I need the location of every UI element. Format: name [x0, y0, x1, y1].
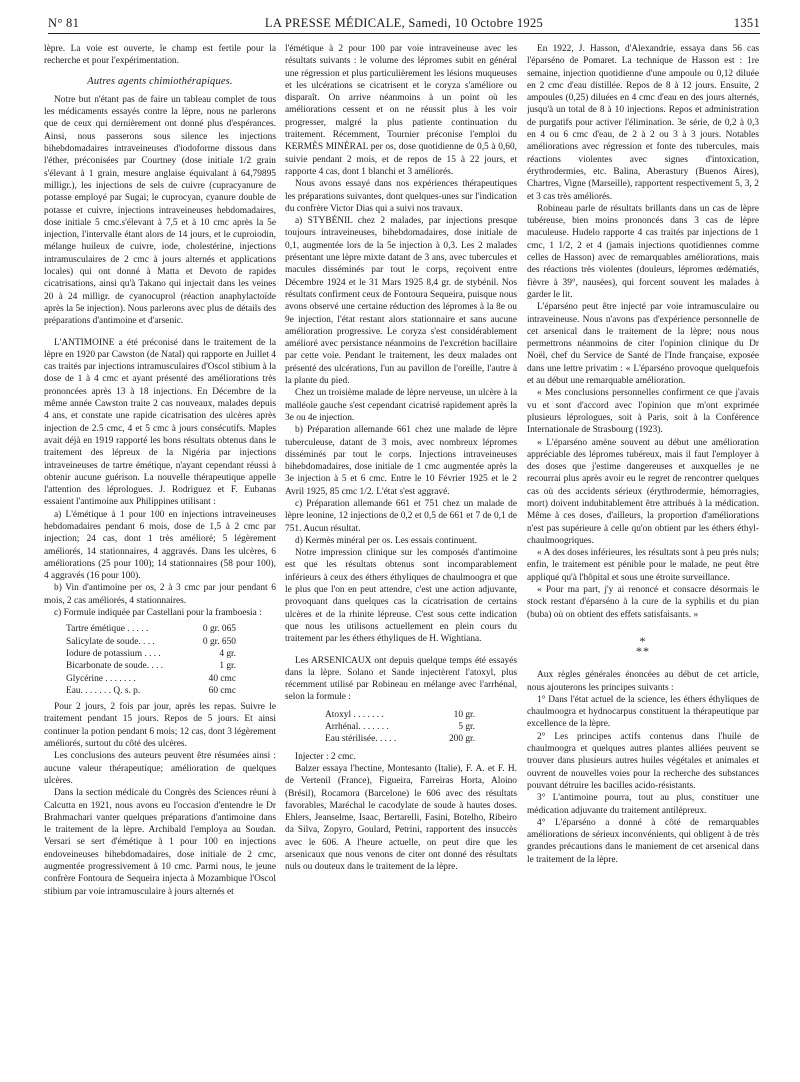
column-1 — [44, 43, 276, 1073]
paragraph: Chez un troisième malade de lèpre nerveuse, un ulcère à la malléole gauche s'est cependant cicatrisé rapidement après la 3e ou 4e injection. — [285, 388, 517, 423]
paragraph: Les ARSENICAUX ont depuis quelque temps été essayés dans la lèpre. Solano et Sande injectèrent l'atoxyl, plus récemment utilisé par Robineau en mélange avec l'arrhénal, selon la formule : — [285, 655, 517, 703]
recipe-row: Glycérine . . . . . . . 40 cmc — [66, 673, 236, 684]
recipe-row: Eau. . . . . . . Q. s. p. 60 cmc — [66, 685, 236, 696]
paragraph: Dans la section médicale du Congrès des Sciences réuni à Calcutta en 1921, nous avons eu l'occasion d'entendre le Dr Brahmachari vanter quelques préparations d'antimoine dans le traitement de la lèpre. Archibald l'employa au Soudan. Versari se sert d'émétique à 1 pour 100 en injections endoveineuses bihebdomadaires, dose initiale de 2 cmc, augmentée progressivement à 10 cmc. Parmi nous, le jeune confrère Fontoura de Sequeira injecta à Mozambique l'Oscol stibium par voie intramusculaire à jours alternés et — [44, 788, 276, 897]
paragraph: Injecter : 2 cmc. — [295, 751, 356, 762]
asterism-divider: * ** — [636, 633, 650, 658]
list-item: 3° L'antimoine pourra, tout au plus, constituer une médication adjuvante du traitement antilépreux. — [527, 793, 759, 816]
paragraph: d) Kermès minéral per os. Les essais continuent. — [295, 535, 477, 546]
formula-row: Atoxyl . . . . . . . 10 gr. — [325, 709, 475, 720]
quote-paragraph: « A des doses inférieures, les résultats sont à peu près nuls; enfin, le traitement est pénible pour le malade, ne peut être appliqué qu'à l'hôpital et sous une étroite surveillance. — [527, 548, 759, 583]
quote-paragraph: « Mes conclusions personnelles confirment ce que j'avais vu et sont d'accord avec l'opinion que m'ont exprimée plusieurs léprologues, soit à Paris, soit à la Conférence Internationale de Strasbourg (1923). — [527, 388, 759, 436]
quote-paragraph: « L'éparséno amène souvent au début une amélioration appréciable des lépromes tubéreux, mais il faut l'employer à des doses que j'estime dangereuses et auxquelles je ne recourrai plus après avoir eu le regret de rencontrer quelques cas où des accidents sérieux (érythrodermie, hémorragies, mort) doivent indubitablement être attribués à la médication. Même à ces doses, d'ailleurs, la proportion d'améliorations n'est pas supérieure à celle qu'on obtient par les éthers éthyl-chaulmoogriques. — [527, 437, 759, 546]
paragraph: Notre impression clinique sur les composés d'antimoine est que les résultats obtenus sont incomparablement inférieurs à ceux des éthers éthyliques de chaulmoogra et que le plus que l'on en peut attendre, c'est une action adjuvante, provoquant dans quelques cas la cicatrisation de certains ulcères et de la rhinite lépreuse. C'est sous cette indication que nous les utilisons actuellement en plein cours du traitement par les éthers éthyliques de H. Wightiana. — [285, 548, 517, 645]
list-item: 1° Dans l'état actuel de la science, les éthers éthyliques de chaulmoogra et hydnocarpus constituent la thérapeutique par excellence de la lèpre. — [527, 694, 759, 730]
paragraph: a) L'émétique à 1 pour 100 en injections intraveineuses hebdomadaires pendant 6 mois, dose de 1,5 à 2 cmc par injection; 24 cas, dont 1 très amélioré; 5 légèrement améliorés, 14 stationnaires, 4 aggravés. Dans les ulcères, 6 améliorations (25 pour 100); 14 stationnaires (58 pour 100), 4 aggravés (16 pour 100). — [44, 509, 276, 582]
recipe-table — [66, 623, 276, 697]
paragraph: l'émétique à 2 pour 100 par voie intraveineuse avec les résultats suivants : le volume des lépromes subit en général une régression et plus particulièrement les lésions muqueuses et les ulcérations se cicatrisent et le coryza s'améliore ou disparaît. On arrive néanmoins à un point où les améliorations cessent et on ne réussit plus à les voir progresser, malgré la plus patiente continuation du traitement. Récemment, Tournier préconise l'emploi du KERMÈS MINÉRAL per os, dose quotidienne de 0,5 à 0,60, suivie pendant 2 mois, et de repos de 15 à 22 jours, et rapporte 4 cas, dont 1 blanchi et 3 améliorés. — [285, 44, 517, 177]
recipe-row: Tartre émétique . . . . . 0 gr. 065 — [66, 624, 236, 635]
list-item: 2° Les principes actifs contenus dans l'huile de chaulmoogra et quelques autres plantes alliées peuvent se trouver dans plusieurs autres huiles végétales et animales et ouvrent de nouvelles voies pour la recherche des substances pouvant détruire les bacilles acido-résistants. — [527, 731, 759, 791]
paragraph: L'éparséno peut être injecté par voie intramusculaire ou intraveineuse. Nous n'avons pas d'expérience personnelle de cet arsenical dans le traitement de la lèpre; nous nous permettrons néanmoins de citer l'opinion clinique du Dr Noël, chef du Service de Santé de l'Inde française, exposée dans une lettre privatim : « L'éparséno provoque quelquefois et au début une remarquable amélioration. — [527, 302, 759, 387]
paragraph: c) Formule indiquée par Castellani pour la framboesia : — [54, 608, 262, 619]
paragraph: Robineau parle de résultats brillants dans un cas de lèpre tubéreuse, bien moins prononcés dans 3 cas de lèpre maculeuse. Hudelo rapporte 4 cas traités par injections de 1 cmc, 1 1/2, 2 et 4 (jamais injections quotidiennes comme celles de Hasson) avec de remarquables améliorations, mais des réactions très violentes (douleurs, lépromes œdématiés, fièvre à 39°, nausées), qui forcent souvent les malades à garder le lit. — [527, 203, 759, 300]
paragraph: Balzer essaya l'hectine, Montesanto (Italie), F. A. et F. H. de Vertenil (France), Figueira, Farreiras Horta, Aloino (Brésil), Rocamora (Barcelone) le 606 avec des résultats favorables, Maréchal le cacodylate de soude à hautes doses. Ehlers, Jeanselme, Isaac, Bertarelli, Fasini, Botelho, Ribeiro da Silva, Zopyro, Goulard, Petrini, rapportent des insuccès avec le 606. A l'heure actuelle, on peut dire que les arsenicaux que nous venons de citer ont donné des résultats nuls ou douteux dans le traitement de la lèpre. — [285, 763, 517, 873]
issue-number: N° 81 — [48, 16, 80, 30]
paragraph: a) STYBÉNIL chez 2 malades, par injections presque toujours intraveineuses, bihebdomadaires, dose initiale de 0,1, augmentée lors de la 5e injection à 0,3. Les 2 malades présentant une lèpre mixte datant de 3 ans, avec tubercules et macules disséminés par tout le corps, reçoivent entre Décembre 1924 et le 31 Mars 1925 8,4 gr. de stybénil. Nos résultats confirment ceux de Fontoura Sequeira, puisque nous avons observé une certaine réduction des lépromes à la 8e ou 9e injection, l'état restant alors stationnaire et sans aucune amélioration progressive. Le coryza s'est considérablement amélioré avec persistance néanmoins de l'excrétion bacillaire par cette voie. Pendant le traitement, les deux malades ont présenté des ulcérations, l'un au pavillon de l'oreille, l'autre à la plante du pied. — [285, 216, 517, 387]
recipe-row: Iodure de potassium . . . . 4 gr. — [66, 648, 236, 659]
column-2 — [285, 43, 517, 1073]
paragraph: b) Préparation allemande 661 chez une malade de lèpre tuberculeuse, datant de 3 mois, avec nombreux lépromes disséminés par tout le corps. Injections intraveineuses bihebdomadaires, dose initiale de 1 cmc augmentée après la 3e injection à 5 et 6 cmc. Entre le 10 Février 1925 et le 2 Avril 1925, 85 cmc 1/2. L'état s'est aggravé. — [285, 425, 517, 497]
paragraph: L'ANTIMOINE a été préconisé dans le traitement de la lèpre en 1920 par Cawston (de Natal) qui rapporte en Juillet 4 cas traités par injections intramusculaires d'Oscol stibium à la dose de 1 à 4 cmc et ayant présenté des améliorations très prononcées après 13 à 18 injections. En Décembre de la même année Cawston traite 2 cas nouveaux, malades depuis 4 ans, et constate une rapide cicatrisation des ulcères après injection de 2.5 cmc, 4 et 5 cmc à jours consécutifs. Maples avait déjà en 1919 rapporté les bons résultats obtenus dans le traitement des lépreux de la Nigéria par injections intraveineuses de tartre émétique, n'ayant cependant réussi à obtenir aucune guérison. La nouvelle thérapeutique appelle l'attention des léprologues. J. Rodriguez et F. Eubanas essaient l'antimoine aux Philippines utilisant : — [44, 337, 276, 508]
recipe-row: Bicarbonate de soude. . . . 1 gr. — [66, 661, 236, 672]
formula-row: Arrhénal. . . . . . . 5 gr. — [325, 722, 475, 733]
quote-paragraph: « Pour ma part, j'y ai renoncé et consacre désormais le stock restant d'éparséno à la cure de la syphilis et du pian (buba) où on obtient des effets satisfaisants. » — [527, 585, 759, 620]
section-heading: Autres agents chimiothérapiques. — [87, 75, 233, 87]
paragraph: Pour 2 jours, 2 fois par jour, après les repas. Suivre le traitement pendant 15 jours. Repos de 5 jours. Et ainsi continuer la potion pendant 6 mois; 12 cas, dont 3 légèrement améliorés, surtout du côté des ulcères. — [44, 702, 276, 750]
paragraph: c) Préparation allemande 661 et 751 chez un malade de lèpre leonine, 12 injections de 0,2 et 0,5 de 661 et 7 de 0,1 de 751. Aucun résultat. — [285, 498, 517, 534]
paragraph: Notre but n'étant pas de faire un tableau complet de tous les médicaments essayés contre la lèpre, nous ne parlerons que de ceux qui dernièrement ont donné plus d'espérances. Ainsi, nous passerons sous silence les injections bihebdomadaires intraveineuses d'iodoforme dissous dans l'éther, préconisées par Courtney (dose initiale 1/2 grain s'élevant à 1 grain, mesure anglaise équivalant à 64,79895 milligr.), les injections de sels de cuivre (cupracyanure de potasse employé par Sugai; le cuprocyan, cyanure double de potasse et cuivre, injections intraveineuses hebdomadaires, dose initiale 5 cmc.s'élevant à 7,5 et à 10 cmc après la 5e injection, l'intervalle étant alors de 14 jours, et le cuproiodin, mélange huileux de cuivre, iode, cholestérine, injections intramusculaires de 2 cmc à jours alternés et applications locales) qui ont donné à Matta et Devoto de rapides cicatrisations, ainsi qu'à Takano qui injectait dans les veines 20 à 24 milligr. de cyanocuprol (réaction anaphylactoïde après la 5e injection). Nous parlerons avec plus de détails des préparations d'antimoine et d'arsenic. — [44, 94, 276, 327]
recipe-row: Salicylate de soude. . . . 0 gr. 650 — [66, 636, 236, 647]
page-number: 1351 — [733, 16, 760, 30]
formula-table — [325, 709, 517, 746]
paragraph: lèpre. La voie est ouverte, le champ est fertile pour la recherche et pour l'expérimentation. — [44, 44, 276, 67]
list-item: 4° L'éparséno a donné à côté de remarquables améliorations de sérieux inconvénients, qui obligent à de très grandes précautions dans le maniement de cet arsenical dans le traitement de la lèpre. — [527, 817, 759, 865]
paragraph: Nous avons essayé dans nos expériences thérapeutiques les préparations suivantes, dont quelques-unes sur l'indication du confrère Victor Dias qui a suivi nos travaux. — [285, 179, 517, 214]
paragraph: Aux règles générales énoncées au début de cet article, nous ajouterons les principes suivants : — [527, 670, 759, 693]
column-3 — [527, 43, 759, 1073]
paragraph: Les conclusions des auteurs peuvent être résumées ainsi : aucune valeur thérapeutique; amélioration de quelques ulcères. — [44, 751, 276, 786]
paragraph: En 1922, J. Hasson, d'Alexandrie, essaya dans 56 cas l'éparséno de Pomaret. La technique de Hasson est : 1re semaine, injection quotidienne d'une ampoule ou 0,12 diluée en 2 cmc d'eau distillée. Repos de 8 à 12 jours. Ensuite, 2 ampoules (0,25) diluées en 4 cmc d'eau en des jours alternés, jusqu'à un total de 8 à 10 injections. Repos et administration de purgatifs pour activer l'élimination. 3e série, de 0,2 à 0,3 en 4 ou 6 cmc d'eau, de 2 à 2 ou 3 à 3 jours. Notables améliorations avec régression et fonte des tubercules, mais réactions violentes avec signes d'intoxication, érythrodermies, etc. Balina, Aberastury (Buenos Aires), Chartres, Vigne (Marseille), rapportent respectivement 5, 3, 2 et 3 cas très améliorés. — [527, 44, 759, 202]
formula-row: Eau stérilisée. . . . . 200 gr. — [325, 734, 475, 745]
paragraph: b) Vin d'antimoine per os, 2 à 3 cmc par jour pendant 6 mois, 2 cas améliorés, 4 stationnaires. — [44, 583, 276, 606]
header-rule — [48, 33, 760, 34]
journal-title: LA PRESSE MÉDICALE, Samedi, 10 Octobre 1925 — [264, 16, 544, 30]
